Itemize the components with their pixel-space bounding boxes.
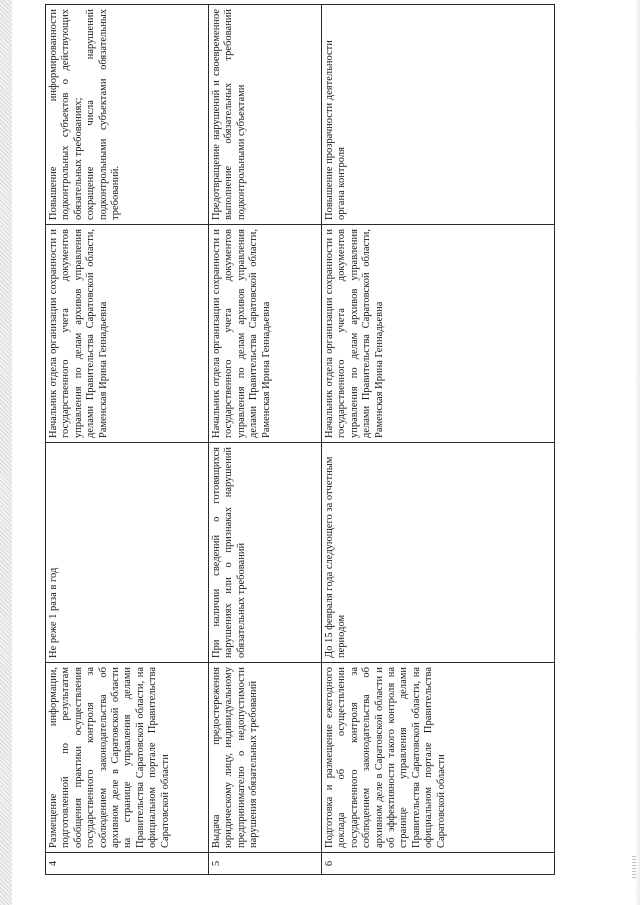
measure-cell: Подготовка и размещение ежегодного доклада об осуществлении государственного контроля за соблюдением законодательства об архивном деле в Саратовской области и об эффективности такого контроля на странице управления делами Правительства Саратовской области, на официальном портале Правительства Саратовской области — [322, 663, 555, 853]
result-cell — [46, 5, 209, 225]
scan-edge-mark — [632, 856, 636, 878]
responsible-cell: Начальник отдела организации сохранности и государственного учета документов управления по делам архивов управления делами Правительства Саратовской области, Раменская Ирина Геннадьевна — [46, 225, 209, 443]
row-number: 4 — [46, 853, 209, 875]
table-row — [46, 5, 209, 875]
scan-edge-left — [0, 0, 12, 905]
result-cell — [209, 5, 322, 225]
result-line: Повышение прозрачности деятельности органа контроля — [324, 40, 348, 220]
deadline-cell: Не реже 1 раза в год — [46, 443, 209, 663]
scan-edge-right — [634, 0, 640, 905]
result-line: Повышение информированности подконтрольных субъектов о действующих обязательных требованиях; — [48, 9, 84, 220]
measures-table — [45, 4, 555, 875]
row-number: 5 — [209, 853, 322, 875]
deadline-cell: До 15 февраля года следующего за отчетным периодом — [322, 443, 555, 663]
result-cell — [322, 5, 555, 225]
table-row — [209, 5, 322, 875]
result-line: Предотвращение нарушений и своевременное выполнение обязательных требований подконтрольными субъектами — [211, 9, 247, 220]
responsible-cell: Начальник отдела организации сохранности и государственного учета документов управления по делам архивов управления делами Правительства Саратовской области, Раменская Ирина Геннадьевна — [209, 225, 322, 443]
measure-cell: Размещение информации, подготовленной по результатам обобщения практики осуществления государственного контроля за соблюдением законодательства об архивном деле в Саратовской области на странице управления делами Правительства Саратовской области, на официальном портале Правительства Саратовской области — [46, 663, 209, 853]
deadline-cell: При наличии сведений о готовящихся нарушениях или о признаках нарушений обязательных требований — [209, 443, 322, 663]
result-line: сокращение числа нарушений подконтрольными субъектами обязательных требований. — [85, 9, 122, 220]
responsible-cell: Начальник отдела организации сохранности и государственного учета документов управления по делам архивов управления делами Правительства Саратовской области, Раменская Ирина Геннадьевна — [322, 225, 555, 443]
table-row — [322, 5, 555, 875]
row-number: 6 — [322, 853, 555, 875]
measure-cell: Выдача предостережения юридическому лицу, индивидуальному предпринимателю о недопустимости нарушения обязательных требований — [209, 663, 322, 853]
rotated-table-sheet — [45, 5, 605, 875]
